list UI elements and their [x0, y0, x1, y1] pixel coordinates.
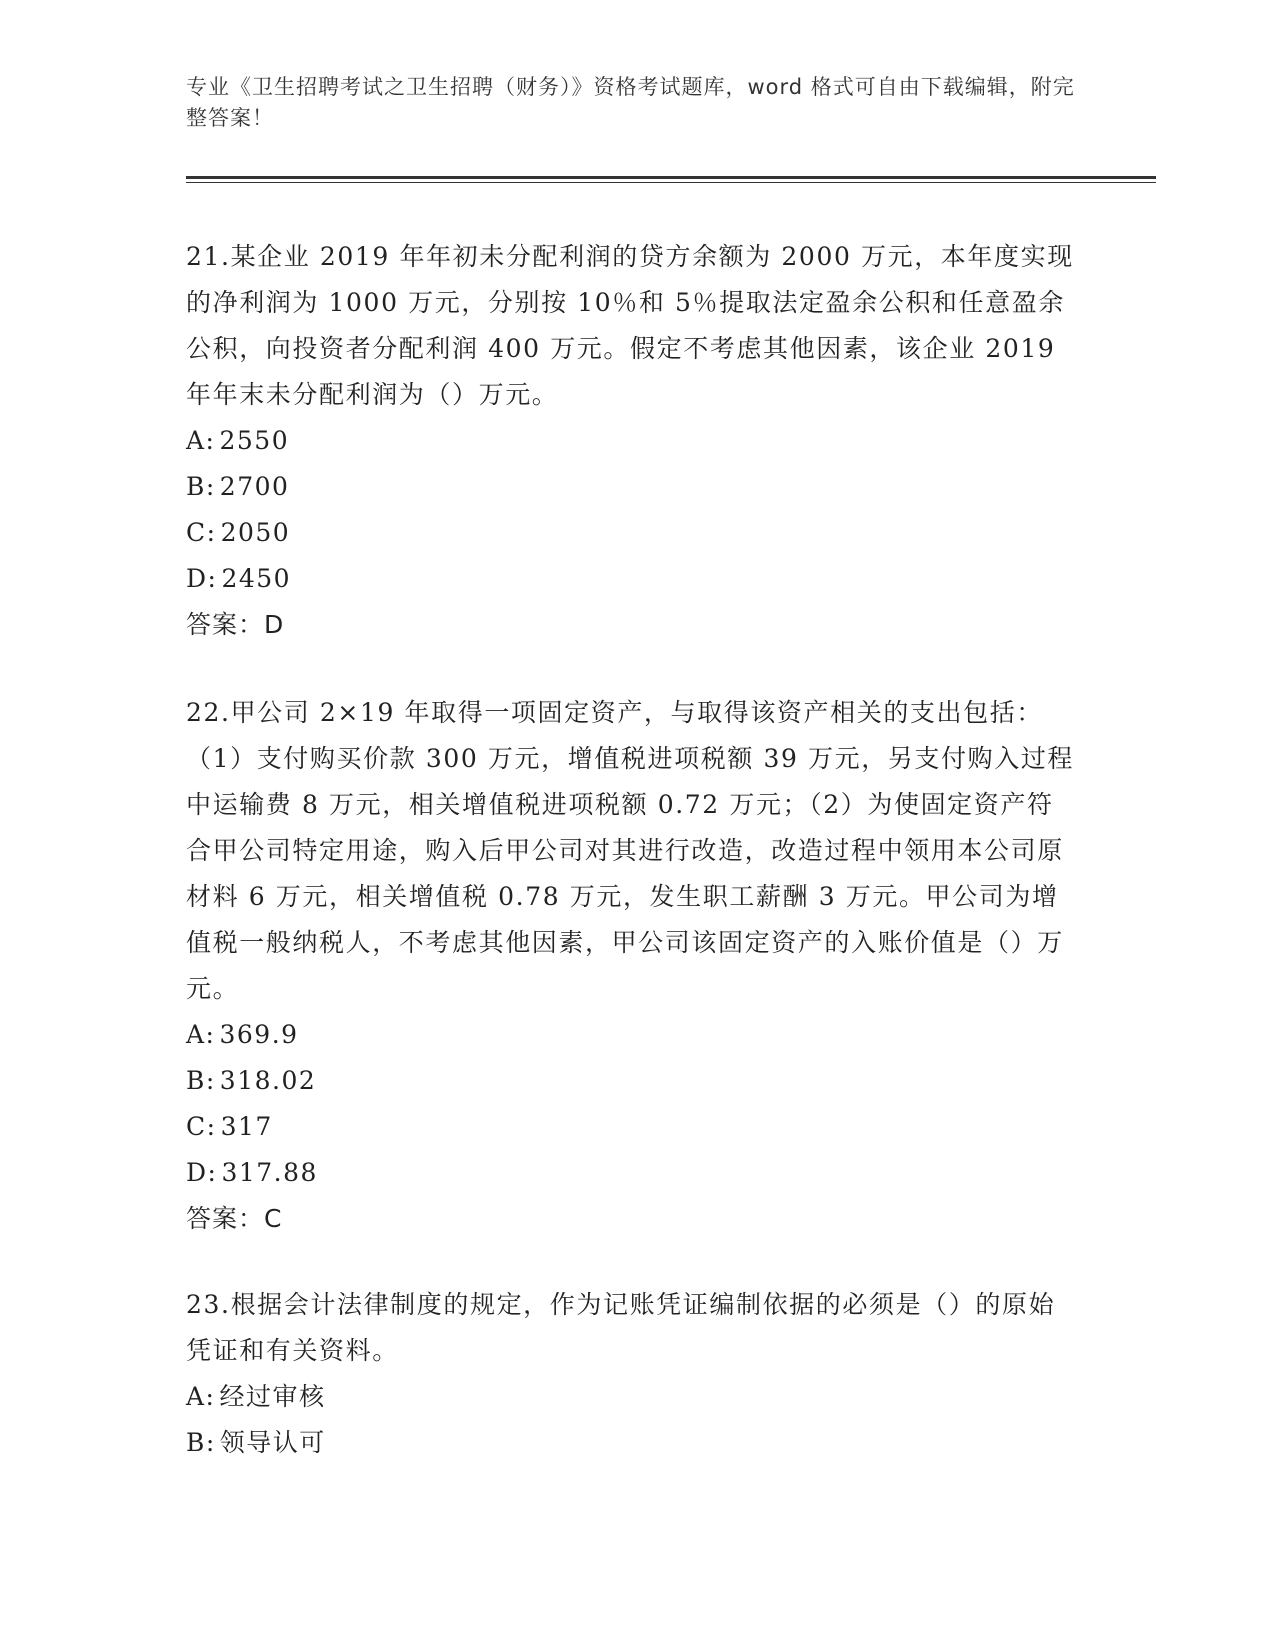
option-a: [186, 1374, 1086, 1420]
option-text: 317: [220, 1112, 273, 1141]
option-b: [186, 1058, 1086, 1104]
option-letter: A:: [186, 1382, 216, 1411]
question-body: 某企业 2019 年年初未分配利润的贷方余额为 2000 万元，本年度实现的净利润为 1000 万元，分别按 10％和 5％提取法定盈余公积和任意盈余公积，向投资者分配利润 400 万元。假定不考虑其他因素，该企业 2019 年年末未分配利润为（）万元。: [186, 242, 1074, 409]
option-letter: B:: [186, 1428, 216, 1457]
option-text: 318.02: [219, 1066, 317, 1095]
option-text: 领导认可: [219, 1428, 326, 1457]
question-23: [186, 1282, 1086, 1466]
question-number: 23.: [186, 1290, 231, 1319]
question-22: [186, 690, 1086, 1242]
option-text: 经过审核: [219, 1382, 326, 1411]
option-d: [186, 556, 1086, 602]
option-a: [186, 418, 1086, 464]
option-text: 369.9: [219, 1020, 299, 1049]
option-d: [186, 1150, 1086, 1196]
option-letter: B:: [186, 472, 216, 501]
option-b: [186, 1420, 1086, 1466]
question-21: [186, 234, 1086, 648]
question-text: [186, 234, 1076, 418]
option-text: 2700: [219, 472, 290, 501]
option-text: 2450: [221, 564, 292, 593]
question-text: [186, 1282, 1076, 1374]
option-letter: A:: [186, 1020, 216, 1049]
option-a: [186, 1012, 1086, 1058]
question-text: [186, 690, 1076, 1012]
option-letter: D:: [186, 564, 218, 593]
answer-label: 答案：D: [186, 610, 285, 639]
option-text: 2050: [220, 518, 291, 547]
question-body: 根据会计法律制度的规定，作为记账凭证编制依据的必须是（）的原始凭证和有关资料。: [186, 1290, 1056, 1365]
option-c: [186, 510, 1086, 556]
option-b: [186, 464, 1086, 510]
option-letter: D:: [186, 1158, 218, 1187]
answer-label: 答案：C: [186, 1204, 283, 1233]
option-c: [186, 1104, 1086, 1150]
question-number: 22.: [186, 698, 231, 727]
option-text: 2550: [219, 426, 290, 455]
header-divider-thin: [186, 182, 1156, 183]
document-header: 专业《卫生招聘考试之卫生招聘（财务）》资格考试题库，word 格式可自由下载编辑，附完整答案！: [186, 75, 1075, 130]
option-letter: B:: [186, 1066, 216, 1095]
question-body: 甲公司 2×19 年取得一项固定资产，与取得该资产相关的支出包括：（1）支付购买价款 300 万元，增值税进项税额 39 万元，另支付购入过程中运输费 8 万元，相关增值税进项税额 0.72 万元；（2）为使固定资产符合甲公司特定用途，购入后甲公司对其进行改造，改造过程中领用本公司原材料 6 万元，相关增值税 0.78 万元，发生职工薪酬 3 万元。甲公司为增值税一般纳税人，不考虑其他因素，甲公司该固定资产的入账价值是（）万元。: [186, 698, 1075, 1003]
header-divider-thick: [186, 176, 1156, 179]
option-letter: C:: [186, 1112, 217, 1141]
option-letter: C:: [186, 518, 217, 547]
option-text: 317.88: [221, 1158, 318, 1187]
option-letter: A:: [186, 426, 216, 455]
question-number: 21.: [186, 242, 231, 271]
